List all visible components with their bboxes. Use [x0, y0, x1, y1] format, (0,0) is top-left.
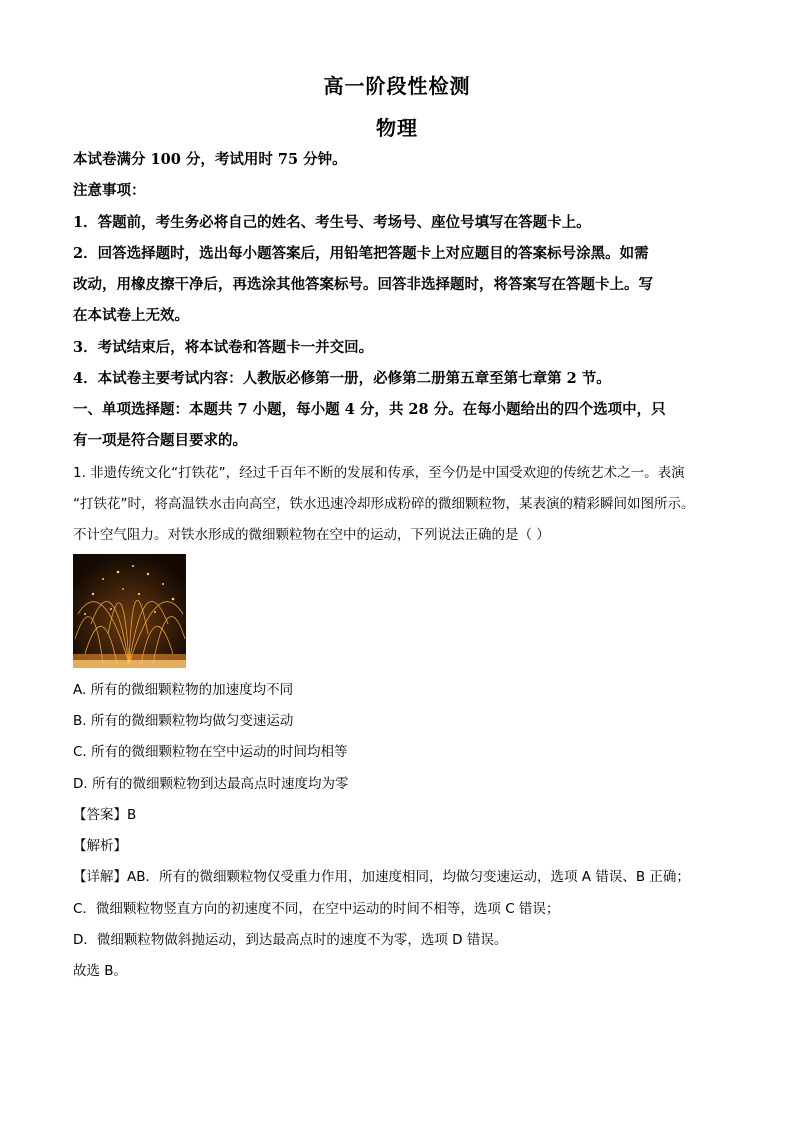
answer-line	[73, 805, 723, 825]
exam-info: 本试卷满分 100 分，考试用时 75 分钟。	[73, 151, 347, 168]
option-c: C. 所有的微细颗粒物在空中运动的时间均相等	[73, 744, 348, 760]
iron-flower-photo	[73, 554, 186, 668]
subject-title: 物理	[376, 116, 418, 140]
note-line: 1．答题前，考生务必将自己的姓名、考生号、考场号、座位号填写在答题卡上。	[73, 214, 591, 231]
notes-heading: 注意事项：	[73, 182, 146, 199]
detail-line: D．微细颗粒物做斜抛运动，到达最高点时的速度不为零，选项 D 错误。	[73, 932, 508, 948]
note-line: 4．本试卷主要考试内容：人教版必修第一册，必修第二册第五章至第七章第 2 节。	[73, 370, 611, 387]
detail-line: C．微细颗粒物竖直方向的初速度不同，在空中运动的时间不相等，选项 C 错误；	[73, 901, 560, 917]
detail-line: 【详解】AB．所有的微细颗粒物仅受重力作用，加速度相同，均做匀变速运动，选项 A 错误、B 正确；	[73, 869, 690, 885]
question-stem: 1. 非遗传统文化“打铁花”，经过千百年不断的发展和传承，至今仍是中国受欢迎的传统艺术之一。表演	[73, 465, 685, 481]
section-heading: 有一项是符合题目要求的。	[73, 432, 247, 449]
option-b: B. 所有的微细颗粒物均做匀变速运动	[73, 713, 294, 729]
answer-label: 【答案】	[73, 807, 127, 823]
question-stem: “打铁花”时，将高温铁水击向高空，铁水迅速冷却形成粉碎的微细颗粒物，某表演的精彩瞬间如图所示。	[73, 496, 695, 512]
analysis-label: 【解析】	[73, 838, 127, 854]
answer-value: B	[127, 807, 137, 823]
note-line: 在本试卷上无效。	[73, 307, 189, 324]
note-line: 2．回答选择题时，选出每小题答案后，用铅笔把答题卡上对应题目的答案标号涂黑。如需	[73, 245, 649, 262]
option-d: D. 所有的微细颗粒物到达最高点时速度均为零	[73, 776, 349, 792]
exam-title: 高一阶段性检测	[323, 74, 471, 98]
section-heading: 一、单项选择题：本题共 7 小题，每小题 4 分，共 28 分。在每小题给出的四个选项中，只	[73, 401, 666, 418]
detail-line: 故选 B。	[73, 963, 128, 979]
spark-illustration	[73, 554, 186, 668]
option-a: A. 所有的微细颗粒物的加速度均不同	[73, 682, 294, 698]
question-stem: 不计空气阻力。对铁水形成的微细颗粒物在空中的运动，下列说法正确的是（ ）	[73, 527, 550, 543]
note-line: 改动，用橡皮擦干净后，再选涂其他答案标号。回答非选择题时，将答案写在答题卡上。写	[73, 276, 653, 293]
note-line: 3．考试结束后，将本试卷和答题卡一并交回。	[73, 339, 374, 356]
